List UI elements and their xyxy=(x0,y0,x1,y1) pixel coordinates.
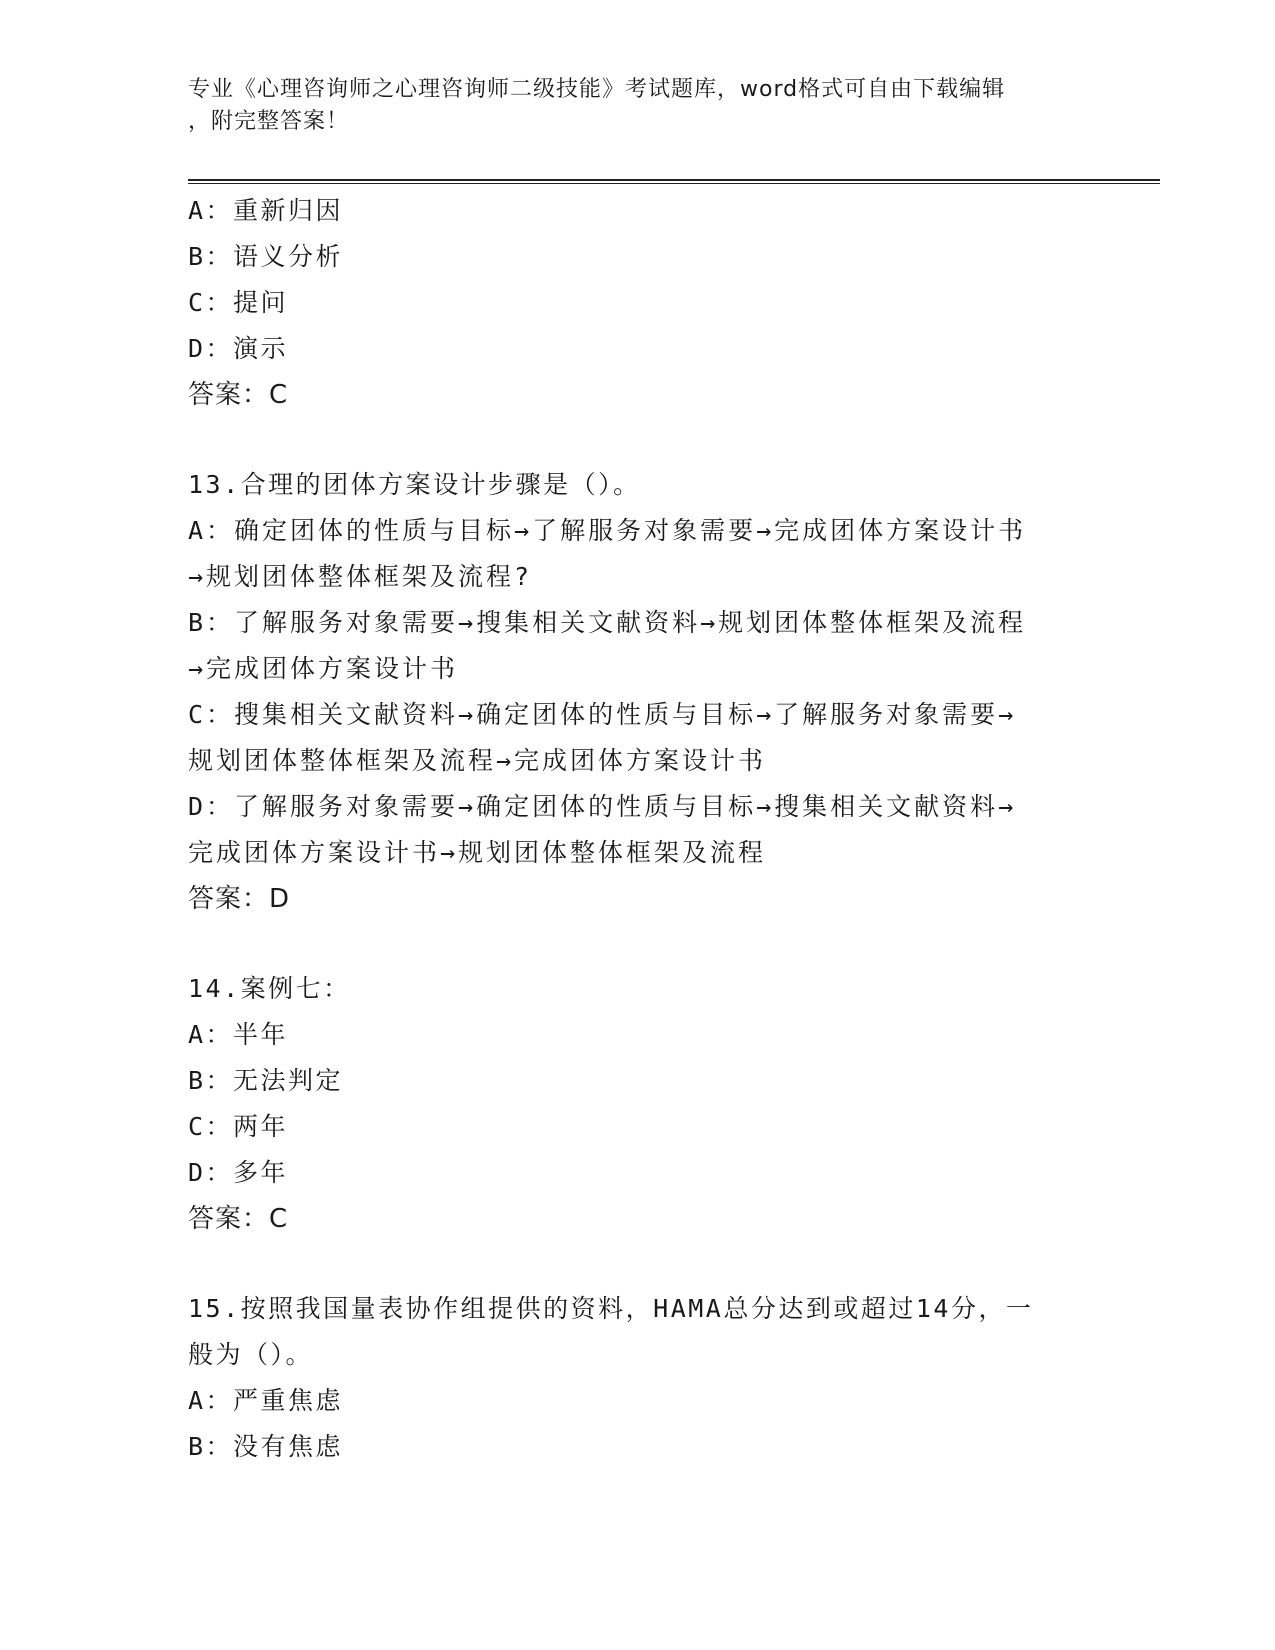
q12-option-c: C：提问 xyxy=(188,288,289,317)
q13-option-a-cont: →规划团体整体框架及流程? xyxy=(188,562,533,591)
header-divider-thin xyxy=(188,183,1160,184)
header-line-1: 专业《心理咨询师之心理咨询师二级技能》考试题库，word格式可自由下载编辑 xyxy=(188,77,1006,102)
header-line-2: ，附完整答案！ xyxy=(188,109,350,134)
q15-option-a: A：严重焦虑 xyxy=(188,1386,344,1415)
q14-question: 14.案例七： xyxy=(188,974,351,1003)
q13-option-c: C：搜集相关文献资料→确定团体的性质与目标→了解服务对象需要→ xyxy=(188,700,1017,729)
q13-answer: 答案：D xyxy=(188,884,291,914)
q13-option-b: B：了解服务对象需要→搜集相关文献资料→规划团体整体框架及流程 xyxy=(188,608,1027,637)
q14-option-d: D：多年 xyxy=(188,1158,289,1187)
question-13 xyxy=(188,462,1088,922)
document-header xyxy=(188,74,1078,138)
spacer xyxy=(188,418,1088,462)
question-15 xyxy=(188,1286,1088,1470)
q12-option-d: D：演示 xyxy=(188,334,289,363)
q14-answer: 答案：C xyxy=(188,1204,289,1234)
question-14 xyxy=(188,966,1088,1242)
q13-option-d: D：了解服务对象需要→确定团体的性质与目标→搜集相关文献资料→ xyxy=(188,792,1017,821)
q13-option-c-cont: 规划团体整体框架及流程→完成团体方案设计书 xyxy=(188,746,767,775)
spacer xyxy=(188,1242,1088,1286)
document-body xyxy=(188,188,1088,1470)
q14-option-a: A：半年 xyxy=(188,1020,289,1049)
q15-question-cont: 般为（）。 xyxy=(188,1340,314,1369)
q12-option-a: A：重新归因 xyxy=(188,196,344,225)
header-divider-thick xyxy=(188,179,1160,181)
q14-option-c: C：两年 xyxy=(188,1112,289,1141)
q13-option-a: A：确定团体的性质与目标→了解服务对象需要→完成团体方案设计书 xyxy=(188,516,1027,545)
spacer xyxy=(188,922,1088,966)
q13-question: 13.合理的团体方案设计步骤是（）。 xyxy=(188,470,641,499)
q15-question: 15.按照我国量表协作组提供的资料，HAMA总分达到或超过14分，一 xyxy=(188,1294,1034,1323)
q13-option-d-cont: 完成团体方案设计书→规划团体整体框架及流程 xyxy=(188,838,767,867)
q14-option-b: B：无法判定 xyxy=(188,1066,344,1095)
question-12-options xyxy=(188,188,1088,418)
q13-option-b-cont: →完成团体方案设计书 xyxy=(188,654,459,683)
q15-option-b: B：没有焦虑 xyxy=(188,1432,344,1461)
q12-answer: 答案：C xyxy=(188,380,289,410)
q12-option-b: B：语义分析 xyxy=(188,242,344,271)
